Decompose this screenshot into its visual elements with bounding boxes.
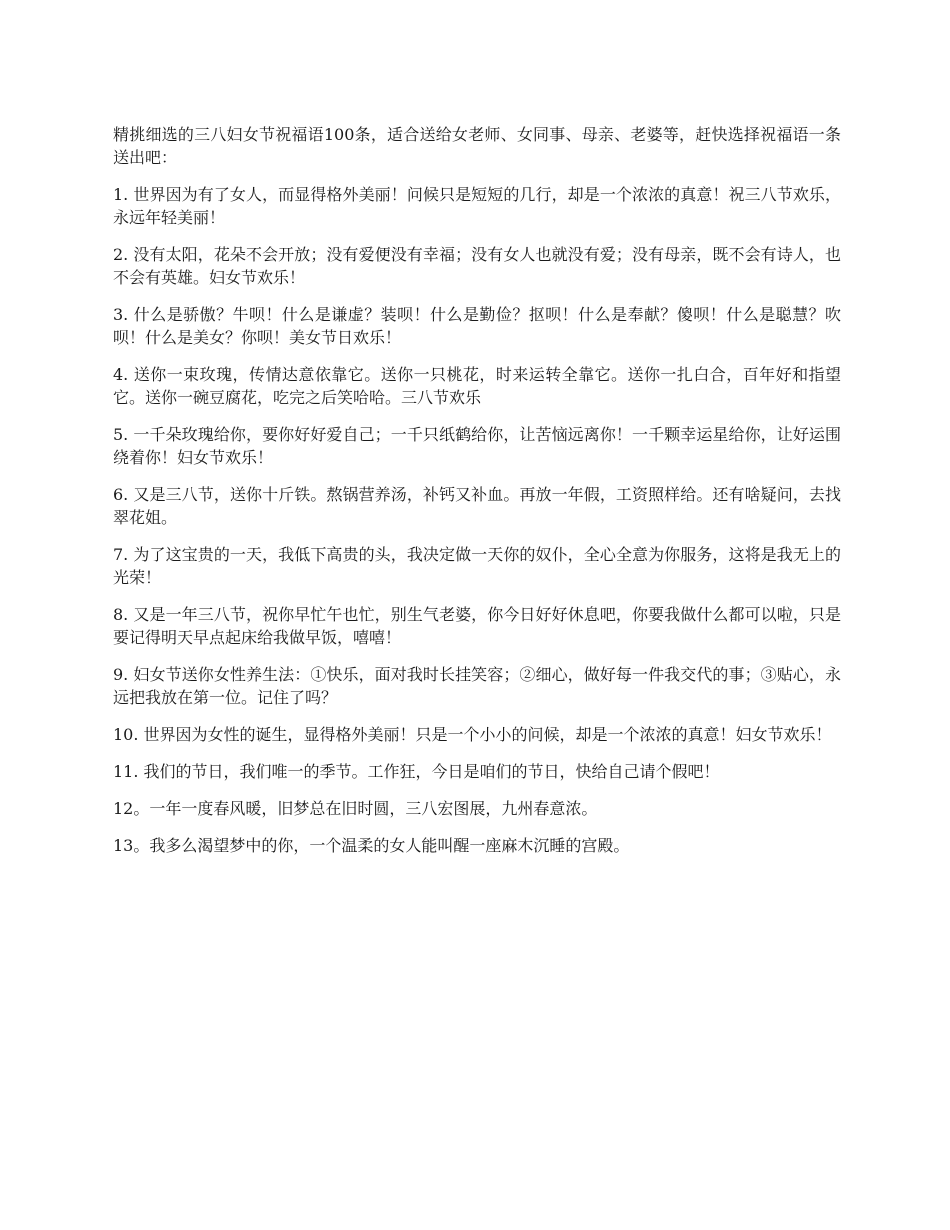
blessing-item-7: 7. 为了这宝贵的一天，我低下高贵的头，我决定做一天你的奴仆，全心全意为你服务，这将是我无上的光荣！ [113, 545, 841, 587]
document-page [113, 123, 841, 871]
blessing-item-8: 8. 又是一年三八节，祝你早忙午也忙，别生气老婆，你今日好好休息吧，你要我做什么都可以啦，只是要记得明天早点起床给我做早饭，嘻嘻！ [113, 605, 841, 647]
blessing-item-2: 2. 没有太阳，花朵不会开放；没有爱便没有幸福；没有女人也就没有爱；没有母亲，既不会有诗人，也不会有英雄。妇女节欢乐！ [113, 245, 841, 287]
blessing-item-6: 6. 又是三八节，送你十斤铁。熬锅营养汤，补钙又补血。再放一年假，工资照样给。还有啥疑问，去找翠花姐。 [113, 485, 841, 527]
intro-paragraph: 精挑细选的三八妇女节祝福语100条，适合送给女老师、女同事、母亲、老婆等，赶快选择祝福语一条送出吧： [113, 125, 841, 167]
blessing-item-11: 11. 我们的节日，我们唯一的季节。工作狂，今日是咱们的节日，快给自己请个假吧！ [113, 762, 720, 781]
blessing-item-9: 9. 妇女节送你女性养生法：①快乐，面对我时长挂笑容；②细心，做好每一件我交代的事；③贴心，永远把我放在第一位。记住了吗？ [113, 665, 841, 707]
blessing-item-13: 13。我多么渴望梦中的你，一个温柔的女人能叫醒一座麻木沉睡的宫殿。 [113, 836, 630, 855]
blessing-item-12: 12。一年一度春风暖，旧梦总在旧时圆，三八宏图展，九州春意浓。 [113, 799, 598, 818]
blessing-item-10: 10. 世界因为女性的诞生，显得格外美丽！只是一个小小的问候，却是一个浓浓的真意！妇女节欢乐！ [113, 725, 832, 744]
blessing-item-3: 3. 什么是骄傲？牛呗！什么是谦虚？装呗！什么是勤俭？抠呗！什么是奉献？傻呗！什么是聪慧？吹呗！什么是美女？你呗！美女节日欢乐！ [113, 305, 841, 347]
blessing-item-1: 1. 世界因为有了女人，而显得格外美丽！问候只是短短的几行，却是一个浓浓的真意！祝三八节欢乐，永远年轻美丽！ [113, 185, 841, 227]
blessing-item-4: 4. 送你一束玫瑰，传情达意依靠它。送你一只桃花，时来运转全靠它。送你一扎白合，百年好和指望它。送你一碗豆腐花，吃完之后笑哈哈。三八节欢乐 [113, 365, 841, 407]
blessing-item-5: 5. 一千朵玫瑰给你，要你好好爱自己；一千只纸鹤给你，让苦恼远离你！一千颗幸运星给你，让好运围绕着你！妇女节欢乐！ [113, 425, 841, 467]
